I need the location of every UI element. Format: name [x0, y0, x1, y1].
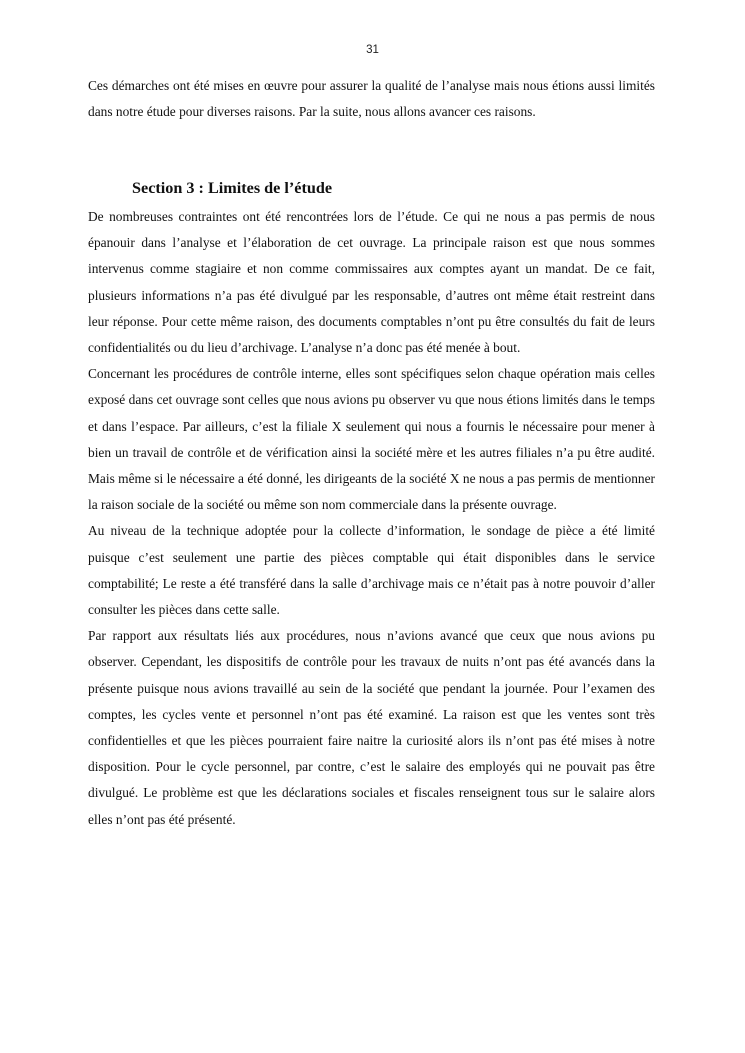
intro-paragraph: Ces démarches ont été mises en œuvre pour assurer la qualité de l’analyse mais nous étions aussi limités dans notre étude pour diverses raisons. Par la suite, nous allons avancer ces raisons. — [88, 78, 655, 120]
paragraph-constraints: De nombreuses contraintes ont été rencontrées lors de l’étude. Ce qui ne nous a pas permis de nous épanouir dans l’analyse et l’élaboration de cet ouvrage. La principale raison est que nous sommes intervenus comme stagiaire et non comme commissaires aux comptes ayant un mandat. De ce fait, plusieurs informations n’a pas été divulgué par les responsable, d’autres ont même était restreint dans leur réponse. Pour cette même raison, des documents comptables n’ont pu être consultés du fait de leurs confidentialités ou du lieu d’archivage. L’analyse n’a donc pas été menée à bout. — [88, 209, 655, 356]
paragraph-internal-control: Concernant les procédures de contrôle interne, elles sont spécifiques selon chaque opération mais celles exposé dans cet ouvrage sont celles que nous avions pu observer vu que nous étions limités dans le temps et dans l’espace. Par ailleurs, c’est la filiale X seulement qui nous a fournis le nécessaire pour mener à bien un travail de contrôle et de vérification ainsi la société mère et les autres filiales n’a pu être audité. Mais même si le nécessaire a été donné, les dirigeants de la société X ne nous a pas permis de mentionner la raison sociale de la société ou même son nom commerciale dans la présente ouvrage. — [88, 366, 655, 513]
paragraph-results: Par rapport aux résultats liés aux procédures, nous n’avions avancé que ceux que nous avions pu observer. Cependant, les dispositifs de contrôle pour les travaux de nuits n’ont pas été avancés dans la présente puisque nous avions travaillé au sein de la société que pendant la journée. Pour l’examen des comptes, les cycles vente et personnel n’ont pas été examiné. La raison est que les ventes sont très confidentielles et que les pièces pourraient faire naitre la curiosité alors ils n’ont pas été mises à notre disposition. Pour le cycle personnel, par contre, c’est le salaire des employés qui ne pouvait pas être divulgué. Le problème est que les déclarations sociales et fiscales renseignent tous sur le salaire alors elles n’ont pas été présenté. — [88, 628, 655, 827]
intro-block — [88, 73, 655, 125]
paragraph-sampling-technique: Au niveau de la technique adoptée pour la collecte d’information, le sondage de pièce a été limité puisque c’est seulement une partie des pièces comptable qui était disponibles dans le service comptabilité; Le reste a été transféré dans la salle d’archivage mais ce n’était pas à notre pouvoir d’aller consulter les pièces dans cette salle. — [88, 523, 655, 618]
section-heading: Section 3 : Limites de l’étude — [132, 179, 333, 197]
page-number: 31 — [366, 44, 379, 56]
section-body — [88, 204, 655, 833]
